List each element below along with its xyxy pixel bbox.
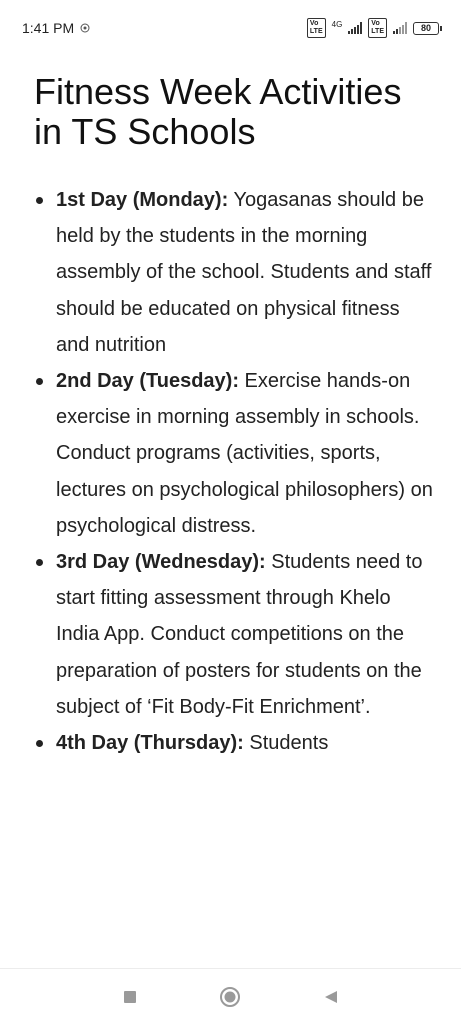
volte-badge-1: Vo LTE [307, 18, 326, 38]
battery-level: 80 [420, 23, 431, 33]
day-label: 1st Day (Monday): [56, 189, 229, 211]
day-description: Exercise hands-on exercise in morning assembly in schools. Conduct programs (activities, sports, lectures on psychological philosophers) on psychological distress. [56, 370, 433, 537]
day-description: Students need to start fitting assessment through Khelo India App. Conduct competitions on the preparation of posters for students on the subject of ‘Fit Body-Fit Enrichment’. [56, 551, 423, 718]
article-title: Fitness Week Activities in TS Schools [34, 71, 402, 152]
list-item [34, 182, 434, 363]
recents-button[interactable] [110, 977, 150, 1017]
article-content [34, 72, 434, 761]
home-button[interactable] [210, 977, 250, 1017]
network-type: 4G [331, 19, 343, 29]
activity-list [34, 182, 434, 761]
system-nav-bar [0, 968, 461, 1024]
list-item [34, 544, 434, 725]
status-time: 1:41 PM [22, 20, 75, 36]
day-label: 4th Day (Thursday): [56, 732, 244, 755]
day-label: 3rd Day (Wednesday): [56, 551, 266, 574]
triangle-back-icon [323, 989, 339, 1005]
list-item [34, 725, 434, 761]
circle-icon [219, 986, 241, 1008]
day-description: Yogasanas should be held by the students in the morning assembly of the school. Students and staff should be educated on physical fitness and nutrition [56, 189, 432, 356]
volte-badge-2: Vo LTE [368, 18, 387, 38]
square-icon [123, 990, 137, 1004]
day-label: 2nd Day (Tuesday): [56, 370, 239, 393]
day-description: Students [243, 732, 329, 755]
back-button[interactable] [311, 977, 351, 1017]
list-item [34, 363, 434, 544]
